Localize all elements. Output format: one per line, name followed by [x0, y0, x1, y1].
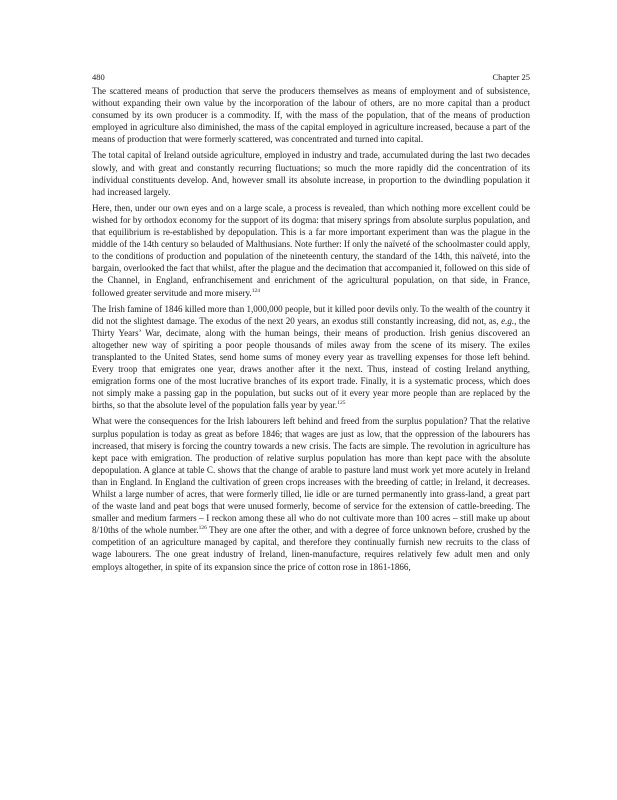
- paragraph-text: the Thirty Years’ War, decimate, along with the human beings, their means of production. Irish genius discovered an altogether new way of spiriting a poor people thousands of miles away from the scene of its misery. The exiles transplanted to the United States, send home sums of money every year as travelling expenses for those left behind. Every troop that emigrates one year, draws another after it the next. Thus, instead of costing Ireland anything, emigration forms one of the most lucrative branches of its export trade. Finally, it is a systematic process, which does not simply make a passing gap in the population, but sucks out of it every year more people than are replaced by the births, so that the absolute level of the population falls year by year.: [92, 315, 530, 411]
- paragraph: [92, 202, 530, 299]
- document-page: [92, 72, 530, 577]
- paragraph-text: The total capital of Ireland outside agriculture, employed in industry and trade, accumulated during the last two decades slowly, and with great and constantly recurring fluctuations; so much the more rapidly did the concentration of its individual constituents develop. And, however small its absolute increase, in proportion to the dwindling population it had increased largely.: [92, 150, 530, 197]
- paragraph: [92, 149, 530, 197]
- paragraph-text: Here, then, under our own eyes and on a large scale, a process is revealed, than which nothing more excellent could be wished for by orthodox economy for the support of its dogma: that misery springs from absolute surplus population, and that equilibrium is re-established by depopulation. This is a far more important experiment than was the plague in the middle of the 14th century so belauded of Malthusians. Note further: If only the naïveté of the schoolmaster could apply, to the conditions of production and population of the nineteenth century, the standard of the 14th, this naïveté, into the bargain, overlooked the fact that whilst, after the plague and the decimation that accompanied it, followed on this side of the Channel, in England, enfranchisement and enrichment of the agricultural population, on that side, in France, followed greater servitude and more misery.: [92, 202, 530, 298]
- page-number: 480: [92, 72, 105, 82]
- paragraph-text: The scattered means of production that serve the producers themselves as means of employment and of subsistence, without expanding their own value by the incorporation of the labour of others, are no more capital than a product consumed by its own producer is a commodity. If, with the mass of the population, that of the means of production employed in agriculture also diminished, the mass of the capital employed in agriculture increased, because a part of the means of production that were formerly scattered, was concentrated and turned into capital.: [92, 86, 530, 145]
- footnote-marker: 126: [198, 525, 207, 532]
- running-header: [92, 72, 530, 82]
- emphasis-text: e.g.,: [501, 315, 517, 326]
- paragraph-text: What were the consequences for the Irish labourers left behind and freed from the surplus population? That the relative surplus population is today as great as before 1846; that wages are just as low, that the oppression of the labourers has increased, that misery is forcing the country towards a new crisis. The facts are simple. The revolution in agriculture has kept pace with emigration. The production of relative surplus population has more than kept pace with the absolute depopulation. A glance at table C. shows that the change of arable to pasture land must work yet more acutely in Ireland than in England. In England the cultivation of green crops increases with the breeding of cattle; in Ireland, it decreases. Whilst a large number of acres, that were formerly tilled, lie idle or are turned permanently into grass-land, a great part of the waste land and peat bogs that were unused formerly, become of service for the extension of cattle-breeding. The smaller and medium farmers – I reckon among these all who do not cultivate more than 100 acres – still make up about 8/10ths of the whole number.: [92, 416, 530, 536]
- paragraph-text: They are one after the other, and with a degree of force unknown before, crushed by the competition of an agriculture managed by capital, and therefore they continually furnish new recruits to the class of wage labourers. The one great industry of Ireland, linen-manufacture, requires relatively few adult men and only employs altogether, in spite of its expansion since the price of cotton rose in 1861-1866,: [92, 525, 530, 572]
- paragraph-text: The Irish famine of 1846 killed more than 1,000,000 people, but it killed poor devils only. To the wealth of the country it did not the slightest damage. The exodus of the next 20 years, an exodus still constantly increasing, did not, as,: [92, 303, 530, 326]
- paragraph: [92, 303, 530, 412]
- paragraph: [92, 85, 530, 145]
- footnote-marker: 124: [251, 287, 260, 294]
- body-text: [92, 85, 530, 573]
- chapter-title: Chapter 25: [492, 72, 530, 82]
- footnote-marker: 125: [337, 400, 346, 407]
- paragraph: [92, 415, 530, 572]
